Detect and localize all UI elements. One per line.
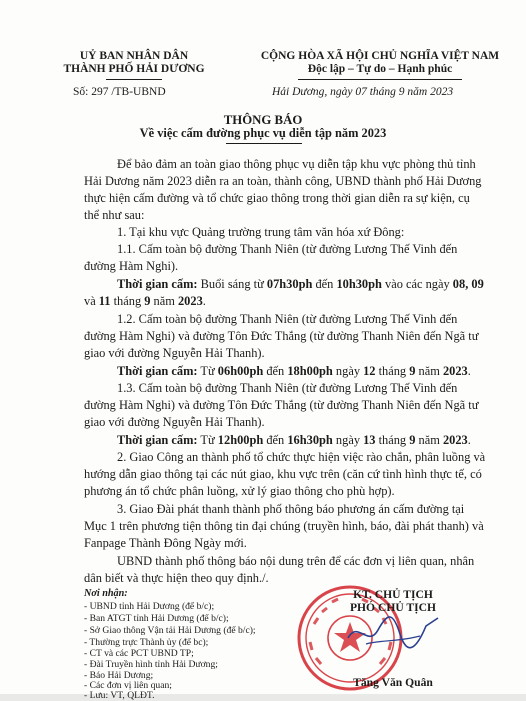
org-underline — [106, 79, 162, 80]
time-text: tháng — [375, 364, 410, 378]
time1-line2 — [84, 294, 206, 309]
recipient-item: - Lưu: VT, QLĐT. — [84, 690, 155, 701]
recipients-title: Nơi nhận: — [84, 588, 128, 599]
time-label: Thời gian cấm: — [117, 433, 198, 447]
time-end: 10h30ph — [336, 277, 382, 291]
time-text: Buổi sáng từ — [197, 277, 267, 291]
recipient-item: - Thường trực Thành ủy (để bc); — [84, 637, 209, 648]
intro-line: Hải Dương năm 2023 diễn ra an toàn, thành công, UBND thành phố Hải Dương — [84, 174, 482, 188]
time1-line1 — [117, 277, 484, 292]
time-text: ngày — [332, 433, 364, 447]
place-date: Hải Dương, ngày 07 tháng 9 năm 2023 — [272, 86, 454, 98]
time-start: 07h30ph — [266, 277, 313, 291]
intro-line: thể như sau: — [84, 208, 145, 222]
time-text: đến — [263, 364, 288, 378]
time-dates: 08, 09 — [452, 277, 484, 291]
time-text: năm — [415, 433, 443, 447]
time-text: tháng — [375, 433, 410, 447]
time-text: . — [467, 433, 471, 447]
recipient-item: - UBND tỉnh Hải Dương (để b/c); — [84, 601, 215, 612]
time-text: đến — [263, 433, 288, 447]
time-text: ngày — [332, 364, 364, 378]
document-subtitle: Về việc cấm đường phục vụ diễn tập năm 2023 — [139, 126, 387, 140]
org-name-line2: THÀNH PHỐ HẢI DƯƠNG — [63, 63, 205, 75]
time-text: Từ — [197, 433, 218, 447]
recipient-item: - Sở Giao thông Vận tải Hải Dương (để b/c); — [84, 625, 256, 636]
time2-line — [117, 364, 471, 379]
subtitle-underline — [226, 143, 302, 144]
time-text: . — [467, 364, 471, 378]
motto-underline — [298, 79, 462, 80]
document-title: THÔNG BÁO — [223, 113, 303, 127]
item1-3-line: 1.3. Cấm toàn bộ đường Thanh Niên (từ đường Lương Thế Vinh đến — [117, 381, 458, 395]
item1-2-line: 1.2. Cấm toàn bộ đường Thanh Niên (từ đường Lương Thế Vinh đến — [117, 312, 458, 326]
time-month: 9 — [409, 433, 416, 447]
item1-2-line: giao với đường Nguyễn Hải Thanh). — [84, 346, 265, 360]
section3-line: Fanpage Thành Đông Ngày mới. — [84, 536, 247, 550]
item1-3-line: giao với đường Nguyễn Hải Thanh). — [84, 415, 265, 429]
time-month: 9 — [144, 294, 151, 308]
section2-line: 2. Giao Công an thành phố tổ chức thực hiện việc rào chắn, phân luồng và — [117, 450, 486, 464]
item1-3-line: đường Hàm Nghi) và đường Tôn Đức Thắng (từ đường Thanh Niên đến Ngã tư — [84, 398, 479, 412]
time-label: Thời gian cấm: — [117, 364, 198, 378]
recipient-item: - Đài Truyền hình tỉnh Hải Dương; — [84, 659, 218, 670]
time-year: 2023 — [177, 294, 203, 308]
closing-line: UBND thành phố thông báo nội dung trên để các đơn vị liên quan, nhân — [117, 554, 475, 568]
time-text: vào các ngày — [381, 277, 453, 291]
time-start: 06h00ph — [217, 364, 264, 378]
time-label: Thời gian cấm: — [117, 277, 198, 291]
signature-scribble-icon — [338, 600, 448, 660]
signer-name: Tăng Văn Quân — [353, 676, 433, 689]
item1-1-line: đường Hàm Nghi). — [84, 259, 179, 273]
org-name-line1: UỶ BAN NHÂN DÂN — [79, 50, 189, 62]
time-month: 9 — [409, 364, 416, 378]
section3-line: Mục 1 trên phương tiện thông tin đại chúng (truyền hình, báo, đài phát thanh) và — [84, 519, 484, 533]
intro-line: Để bảo đảm an toàn giao thông phục vụ diễn tập khu vực phòng thủ tỉnh — [117, 157, 476, 171]
time-year: 2023 — [442, 433, 468, 447]
time-text: năm — [150, 294, 178, 308]
time-day: 11 — [98, 294, 111, 308]
time-start: 12h00ph — [217, 433, 264, 447]
time-text: Từ — [197, 364, 218, 378]
time-year: 2023 — [442, 364, 468, 378]
time-day: 12 — [363, 364, 376, 378]
recipient-item: - CT và các PCT UBND TP; — [84, 648, 194, 659]
recipient-item: - Báo Hải Dương; — [84, 670, 154, 681]
time-day: 13 — [363, 433, 376, 447]
time-text: năm — [415, 364, 443, 378]
document-number: Số: 297 /TB-UBND — [73, 86, 166, 98]
section3-line: 3. Giao Đài phát thanh thành phố thông báo phương án cấm đường tại — [117, 502, 465, 516]
section1-heading: 1. Tại khu vực Quảng trường trung tâm văn hóa xứ Đông: — [117, 225, 405, 239]
time-text: và — [84, 294, 99, 308]
item1-2-line: đường Hàm Nghi) và đường Tôn Đức Thắng (từ đường Thanh Niên đến Ngã tư — [84, 329, 479, 343]
nation-motto: Độc lập – Tự do – Hạnh phúc — [307, 63, 453, 75]
intro-line: thực hiện cấm đường và tổ chức giao thông trong thời gian diễn ra sự kiện, cụ — [84, 191, 470, 205]
closing-line: dân biết và thực hiện theo quy định./. — [84, 571, 269, 585]
time-text: tháng — [110, 294, 145, 308]
time-text: đến — [312, 277, 337, 291]
signature-title: KT. CHỦ TỊCH — [353, 588, 433, 601]
recipient-item: - Ban ATGT tỉnh Hải Dương (để b/c); — [84, 613, 229, 624]
section2-line: hướng dẫn giao thông tại các nút giao, khu vực trên (căn cứ tình hình thực tế, có — [84, 467, 482, 481]
nation-title: CỘNG HÒA XÃ HỘI CHỦ NGHĨA VIỆT NAM — [260, 50, 500, 62]
time3-line — [117, 433, 471, 448]
time-end: 16h30ph — [287, 433, 333, 447]
signature-position: PHÓ CHỦ TỊCH — [349, 601, 437, 614]
section2-line: phương án tổ chức phân luồng, xử lý giao thông cho phù hợp). — [84, 484, 395, 498]
time-end: 18h00ph — [287, 364, 333, 378]
recipient-item: - Các đơn vị liên quan; — [84, 680, 172, 691]
item1-1-line: 1.1. Cấm toàn bộ đường Thanh Niên (từ đường Lương Thế Vinh đến — [117, 242, 458, 256]
time-text: . — [202, 294, 206, 308]
